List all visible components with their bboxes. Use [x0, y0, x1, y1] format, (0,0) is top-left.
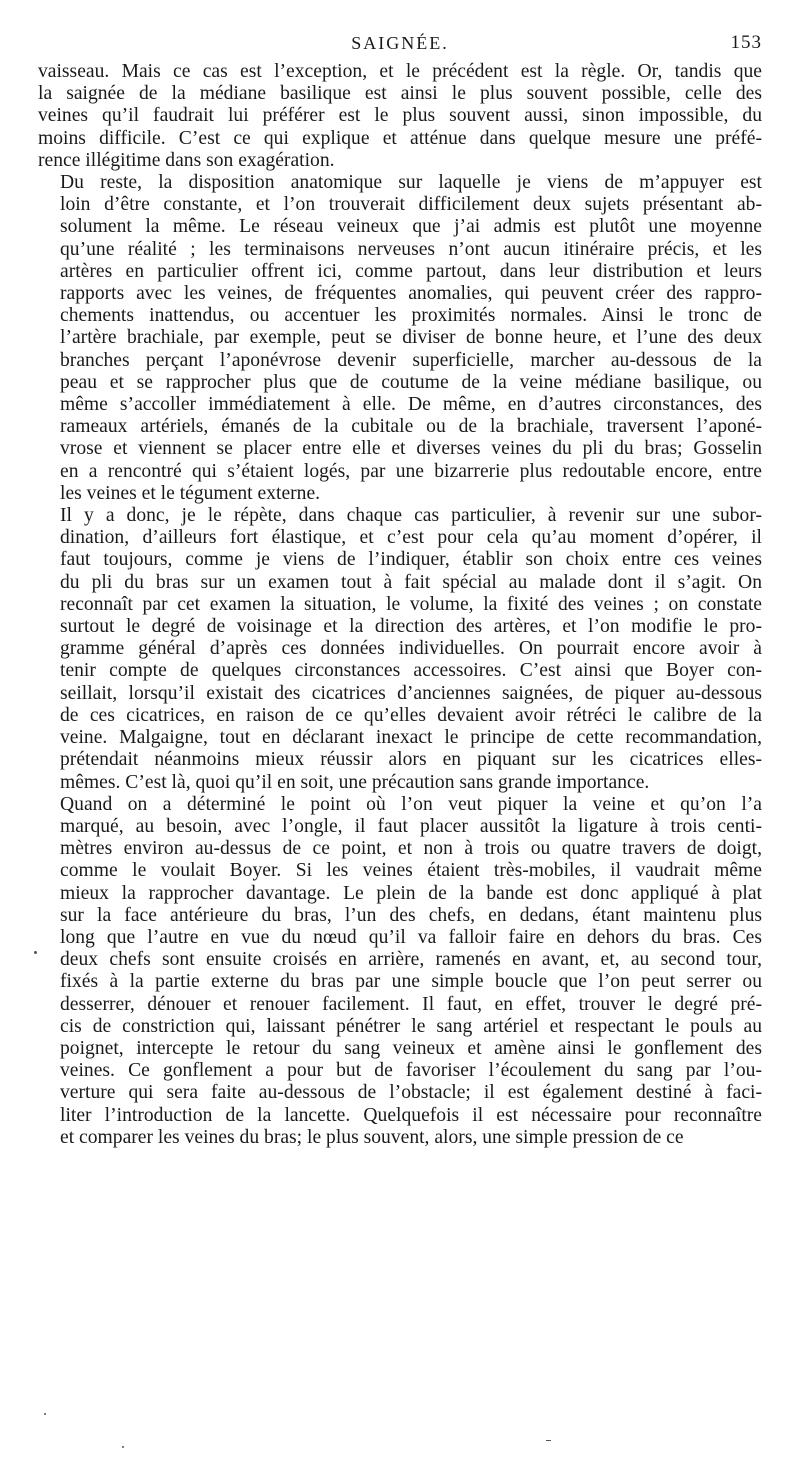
text-line: liter l’introduction de la lancette. Quelquefois il est nécessaire pour reconnaître	[60, 1104, 762, 1126]
margin-speck	[34, 951, 37, 954]
text-line: et comparer les veines du bras; le plus souvent, alors, une simple pression de ce	[60, 1126, 684, 1148]
text-line: veine. Malgaigne, tout en déclarant inexact le principe de cette recommandation,	[60, 727, 762, 749]
text-line: sur la face antérieure du bras, l’un des chefs, en dedans, étant maintenu plus	[60, 904, 762, 926]
text-line: mètres environ au-dessus de ce point, et non à trois ou quatre travers de doigt,	[60, 838, 762, 860]
text-line: rence illégitime dans son exagération.	[38, 149, 335, 171]
paragraph	[38, 61, 762, 172]
page-number: 153	[730, 32, 762, 53]
text-line: du pli du bras sur un examen tout à fait spécial au malade dont il s’agit. On	[60, 571, 762, 593]
text-line: de ces cicatrices, en raison de ce qu’elles devaient avoir rétréci le calibre de la	[60, 704, 762, 726]
paragraph-container	[38, 61, 762, 1149]
text-line: surtout le degré de voisinage et la direction des artères, et l’on modifie le pro-	[60, 616, 762, 638]
text-line: vrose et viennent se placer entre elle et diverses veines du pli du bras; Gosselin	[60, 438, 762, 460]
text-line: Du reste, la disposition anatomique sur laquelle je viens de m’appuyer est	[60, 172, 762, 194]
text-line: marqué, au besoin, avec l’ongle, il faut placer aussitôt la ligature à trois centi-	[60, 815, 762, 837]
text-line: dination, d’ailleurs fort élastique, et c’est pour cela qu’au moment d’opérer, il	[60, 527, 762, 549]
text-line: verture qui sera faite au-dessous de l’obstacle; il est également destiné à faci-	[60, 1082, 762, 1104]
running-head	[38, 30, 762, 56]
text-line: la saignée de la médiane basilique est ainsi le plus souvent possible, celle des	[38, 83, 762, 105]
text-line: veines qu’il faudrait lui préférer est le plus souvent aussi, sinon impossible, du	[38, 105, 762, 127]
text-line: prétendait néanmoins mieux réussir alors en piquant sur les cicatrices elles-	[60, 749, 762, 771]
text-line: l’artère brachiale, par exemple, peut se diviser de bonne heure, et l’une des deux	[60, 327, 762, 349]
text-line: peau et se rapprocher plus que de coutume de la veine médiane basilique, ou	[60, 371, 762, 393]
text-line: les veines et le tégument externe.	[60, 482, 321, 504]
paragraph	[38, 505, 762, 794]
body-text	[38, 61, 762, 1149]
running-title: SAIGNÉE.	[351, 33, 449, 53]
text-line: vaisseau. Mais ce cas est l’exception, et le précédent est la règle. Or, tandis que	[38, 61, 762, 82]
text-line: long que l’autre en vue du nœud qu’il va falloir faire en dehors du bras. Ces	[60, 926, 762, 948]
margin-speck	[44, 1413, 46, 1415]
text-line: Quand on a déterminé le point où l’on veut piquer la veine et qu’on l’a	[60, 793, 762, 815]
text-line: rapports avec les veines, de fréquentes anomalies, qui peuvent créer des rappro-	[60, 283, 762, 305]
margin-speck	[546, 1440, 551, 1441]
text-line: cis de constriction qui, laissant pénétrer le sang artériel et respectant le pouls au	[60, 1015, 762, 1037]
text-line: faut toujours, comme je viens de l’indiquer, établir son choix entre ces veines	[60, 549, 762, 571]
text-line: tenir compte de quelques circonstances accessoires. C’est ainsi que Boyer con-	[60, 660, 762, 682]
text-line: gramme général d’après ces données individuelles. On pourrait encore avoir à	[60, 638, 762, 660]
text-line: en a rencontré qui s’étaient logés, par une bizarrerie plus redoutable encore, entre	[60, 460, 762, 482]
text-line: même s’accoller immédiatement à elle. De même, en d’autres circonstances, des	[60, 394, 762, 416]
text-line: mêmes. C’est là, quoi qu’il en soit, une précaution sans grande importance.	[60, 771, 650, 793]
paragraph	[38, 172, 762, 505]
text-line: poignet, intercepte le retour du sang veineux et amène ainsi le gonflement des	[60, 1037, 762, 1059]
text-line: artères en particulier offrent ici, comme partout, dans leur distribution et leurs	[60, 260, 762, 282]
text-line: branches perçant l’aponévrose devenir superficielle, marcher au-dessous de la	[60, 349, 762, 371]
text-line: Il y a donc, je le répète, dans chaque cas particulier, à revenir sur une subor-	[60, 505, 762, 527]
text-line: loin d’être constante, et l’on trouverait difficilement deux sujets présentant ab-	[60, 194, 762, 216]
text-line: fixés à la partie externe du bras par une simple boucle que l’on peut serrer ou	[60, 971, 762, 993]
text-line: desserrer, dénouer et renouer facilement. Il faut, en effet, trouver le degré pré-	[60, 993, 762, 1015]
text-line: mieux la rapprocher davantage. Le plein de la bande est donc appliqué à plat	[60, 882, 762, 904]
paragraph	[38, 794, 762, 1149]
text-line: chements inattendus, ou accentuer les proximités normales. Ainsi le tronc de	[60, 305, 762, 327]
text-line: deux chefs sont ensuite croisés en arrière, ramenés en avant, et, au second tour,	[60, 949, 762, 971]
text-line: solument la même. Le réseau veineux que j’ai admis est plutôt une moyenne	[60, 216, 762, 238]
text-line: rameaux artériels, émanés de la cubitale ou de la brachiale, traversent l’aponé-	[60, 416, 762, 438]
text-line: moins difficile. C’est ce qui explique et atténue dans quelque mesure une préfé-	[38, 127, 762, 149]
margin-speck	[122, 1446, 124, 1448]
text-line: seillait, lorsqu’il existait des cicatrices d’anciennes saignées, de piquer au-dessous	[60, 682, 762, 704]
text-line: veines. Ce gonflement a pour but de favoriser l’écoulement du sang par l’ou-	[60, 1060, 762, 1082]
text-line: qu’une réalité ; les terminaisons nerveuses n’ont aucun itinéraire précis, et les	[60, 238, 762, 260]
text-line: comme le voulait Boyer. Si les veines étaient très-mobiles, il vaudrait même	[60, 860, 762, 882]
text-line: reconnaît par cet examen la situation, le volume, la fixité des veines ; on constate	[60, 593, 762, 615]
